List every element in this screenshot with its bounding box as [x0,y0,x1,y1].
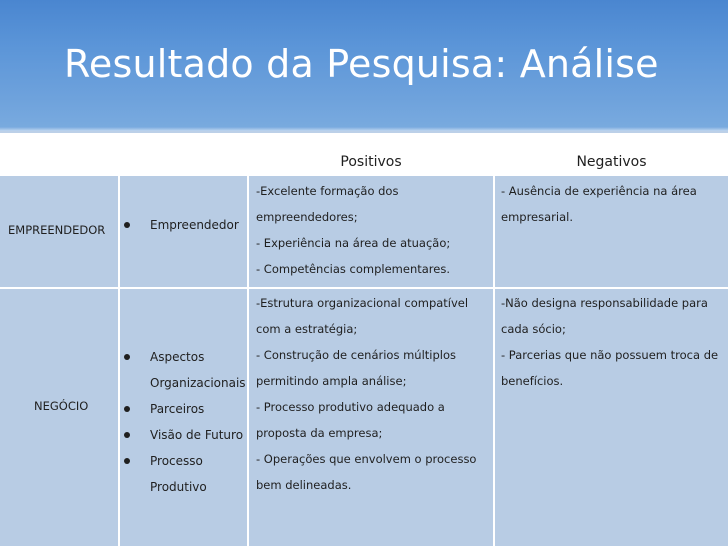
list-item [120,344,246,396]
item-list [120,212,239,238]
row-negativos-cell [495,289,728,546]
para-line: - Processo produtivo adequado a [256,400,445,414]
analysis-table [0,148,728,546]
para-line: empresarial. [501,210,573,224]
item-list [120,344,246,500]
row-name: NEGÓCIO [34,399,89,413]
para-line: -Excelente formação dos [256,184,399,198]
list-item [120,422,246,448]
para-line: bem delineadas. [256,478,352,492]
row-positivos-cell [249,289,493,546]
para-line: - Parcerias que não possuem troca de [501,348,719,362]
item-line: Visão de Futuro [150,428,244,442]
para-line: empreendedores; [256,210,358,224]
para-line: benefícios. [501,374,564,388]
para-line: - Operações que envolvem o processo [256,452,477,466]
negativos-text [501,290,718,394]
para-line: -Estrutura organizacional compatível [256,296,469,310]
para-line: cada sócio; [501,322,566,336]
row-name-cell [0,289,118,546]
bullet-icon [124,222,130,228]
title-bar [0,0,728,133]
para-line: - Construção de cenários múltiplos [256,348,457,362]
list-item [120,396,246,422]
table-body [0,176,728,546]
para-line: permitindo ampla análise; [256,374,407,388]
para-line: - Competências complementares. [256,262,450,276]
para-line: - Ausência de experiência na área [501,184,697,198]
row-negativos-cell [495,176,728,287]
slide-title: Resultado da Pesquisa: Análise [64,42,659,86]
bullet-icon [124,458,130,464]
header-negativos: Negativos [576,154,647,170]
row-items-cell [120,176,247,287]
item-line: Parceiros [150,402,205,416]
item-line: Processo [150,454,203,468]
item-line: Aspectos [150,350,205,364]
row-positivos-cell [249,176,493,287]
list-item [120,448,246,500]
row-items-cell [120,289,247,546]
para-line: - Experiência na área de atuação; [256,236,451,250]
row-name-cell [0,176,118,287]
negativos-text [501,178,697,230]
bullet-icon [124,432,130,438]
para-line: com a estratégia; [256,322,358,336]
bullet-icon [124,406,130,412]
item-line: Produtivo [150,480,207,494]
row-name: EMPREENDEDOR [8,223,106,237]
list-item [120,212,239,238]
header-positivos: Positivos [340,154,402,170]
positivos-text [256,290,476,498]
para-line: -Não designa responsabilidade para [501,296,708,310]
positivos-text [256,178,450,282]
item-line: Empreendedor [150,218,239,232]
item-line: Organizacionais [150,376,246,390]
bullet-icon [124,354,130,360]
para-line: proposta da empresa; [256,426,383,440]
